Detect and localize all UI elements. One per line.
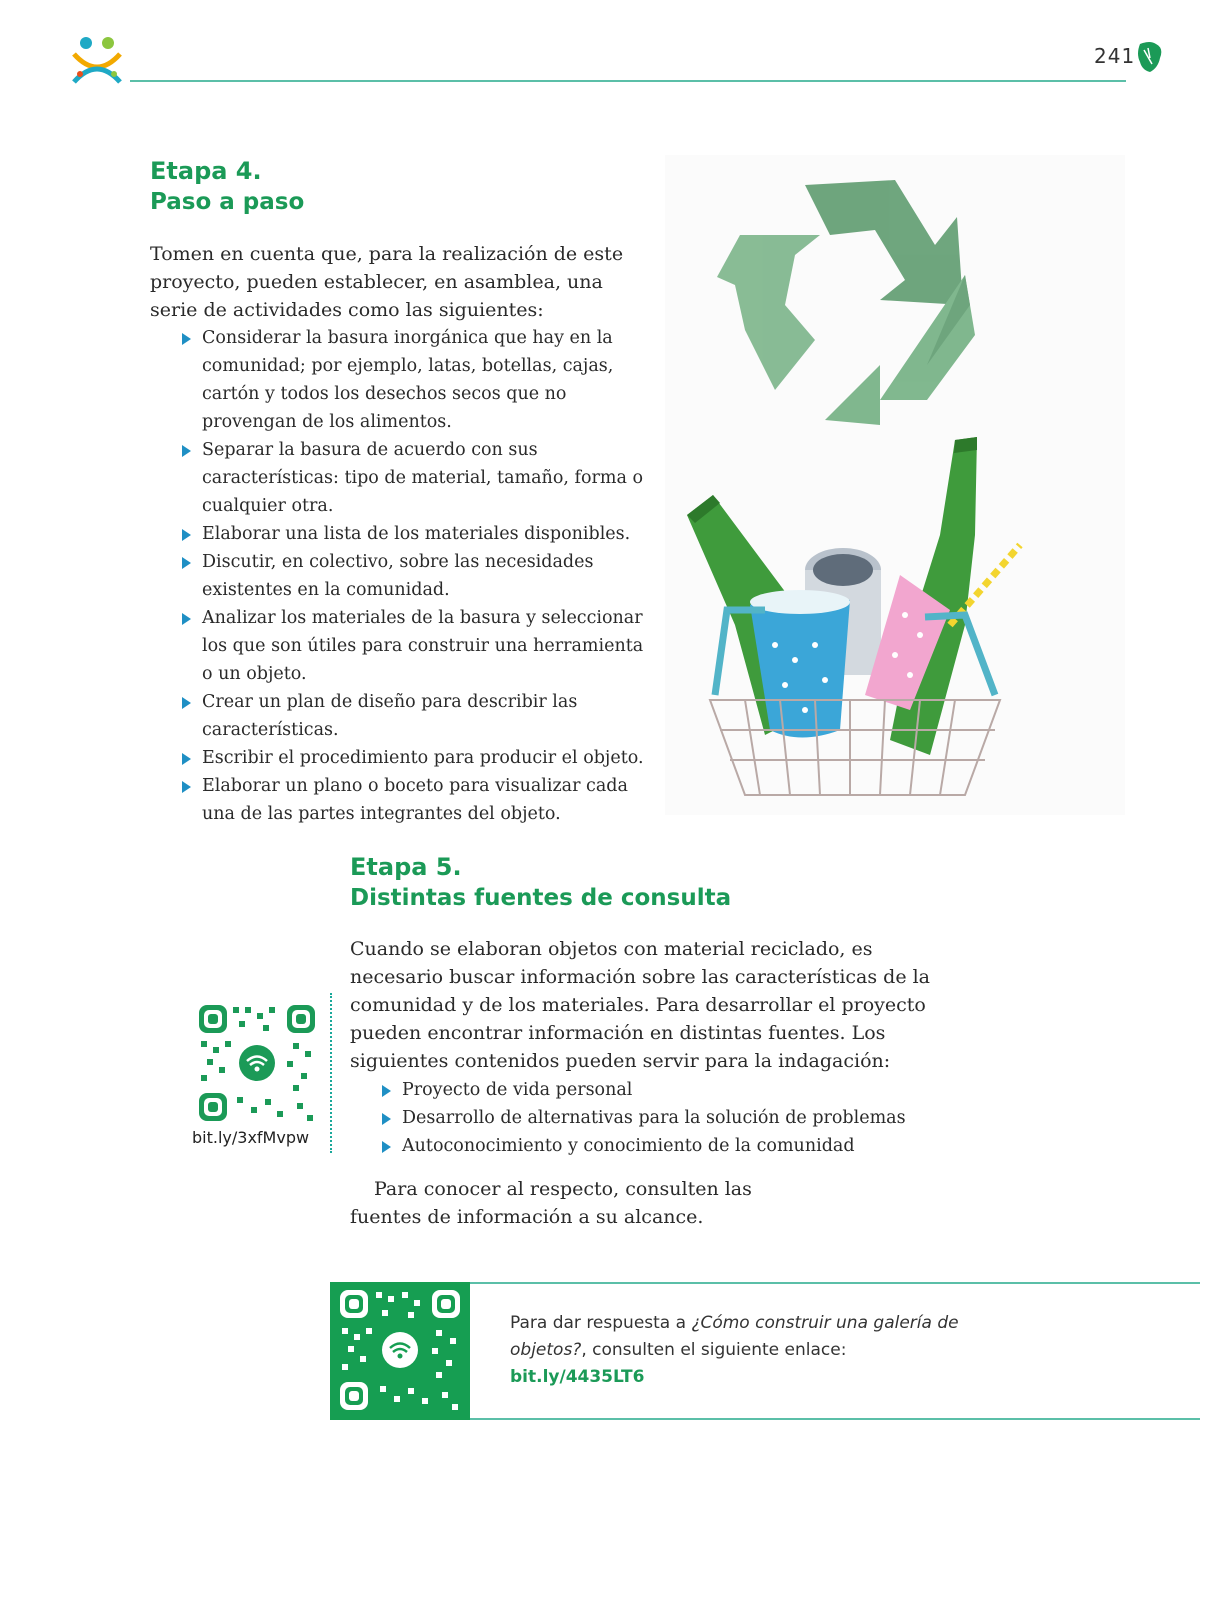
list-item: Autoconocimiento y conocimiento de la comunidad xyxy=(378,1132,938,1160)
collection-logo-icon xyxy=(70,34,124,84)
list-item: Crear un plan de diseño para describir las características. xyxy=(178,688,648,744)
etapa5-subtitle: Distintas fuentes de consulta xyxy=(350,885,732,911)
list-item: Escribir el procedimiento para producir el objeto. xyxy=(178,744,648,772)
bullet-triangle-icon xyxy=(382,1085,391,1097)
qr-code-panel xyxy=(330,1282,470,1420)
external-link[interactable]: bit.ly/4435LT6 xyxy=(510,1367,645,1387)
recycling-basket-illustration xyxy=(665,155,1125,815)
bullet-triangle-icon xyxy=(182,753,191,765)
etapa5-content-list xyxy=(378,1076,938,1160)
list-item: Elaborar una lista de los materiales disponibles. xyxy=(178,520,648,548)
list-item: Proyecto de vida personal xyxy=(378,1076,938,1104)
bullet-triangle-icon xyxy=(182,529,191,541)
bullet-triangle-icon xyxy=(182,333,191,345)
link-callout-box xyxy=(330,1282,1200,1420)
list-item: Separar la basura de acuerdo con sus características: tipo de material, tamaño, forma o cualquier otra. xyxy=(178,436,648,520)
link-callout-text: Para dar respuesta a ¿Cómo construir una galería de objetos?, consulten el siguiente enlace: bit.ly/4435LT6 xyxy=(510,1313,959,1387)
etapa4-subtitle: Paso a paso xyxy=(150,189,305,215)
project-question: ¿Cómo construir una galería de objetos? xyxy=(510,1313,959,1360)
etapa5-intro: Cuando se elaboran objetos con material reciclado, es necesario buscar información sobre las características de la comunidad y de los materiales. Para desarrollar el proyecto pueden encontrar información en distintas fuentes. Los siguientes contenidos pueden servir para la indagación: xyxy=(350,938,931,1072)
bullet-triangle-icon xyxy=(182,445,191,457)
bullet-triangle-icon xyxy=(182,557,191,569)
page-number: 241 xyxy=(1094,44,1136,68)
etapa4-intro: Tomen en cuenta que, para la realización de este proyecto, pueden establecer, en asamblea, una serie de actividades como las siguientes: xyxy=(150,243,624,321)
etapa5-heading xyxy=(350,852,950,914)
qr-code-link[interactable]: bit.ly/3xfMvpw xyxy=(192,1128,310,1147)
list-item: Considerar la basura inorgánica que hay en la comunidad; por ejemplo, latas, botellas, cajas, cartón y todos los desechos secos que no provengan de los alimentos. xyxy=(178,324,648,436)
etapa4-activity-list xyxy=(178,324,648,828)
qr-code-icon[interactable] xyxy=(338,1288,462,1412)
bullet-triangle-icon xyxy=(382,1141,391,1153)
list-item: Discutir, en colectivo, sobre las necesidades existentes en la comunidad. xyxy=(178,548,648,604)
bullet-triangle-icon xyxy=(182,781,191,793)
etapa5-title: Etapa 5. xyxy=(350,853,462,881)
etapa4-heading xyxy=(150,156,630,218)
list-item: Desarrollo de alternativas para la solución de problemas xyxy=(378,1104,938,1132)
etapa4-title: Etapa 4. xyxy=(150,157,262,185)
list-item: Analizar los materiales de la basura y seleccionar los que son útiles para construir una herramienta o un objeto. xyxy=(178,604,648,688)
list-item: Elaborar un plano o boceto para visualizar cada una de las partes integrantes del objeto. xyxy=(178,772,648,828)
bullet-triangle-icon xyxy=(382,1113,391,1125)
leaf-icon xyxy=(1134,40,1164,74)
qr-code-icon[interactable] xyxy=(197,1003,317,1123)
bullet-triangle-icon xyxy=(182,613,191,625)
bullet-triangle-icon xyxy=(182,697,191,709)
dotted-divider xyxy=(330,993,332,1153)
header-rule xyxy=(130,80,1126,82)
etapa5-closing: Para conocer al respecto, consulten las fuentes de información a su alcance. xyxy=(350,1178,752,1228)
